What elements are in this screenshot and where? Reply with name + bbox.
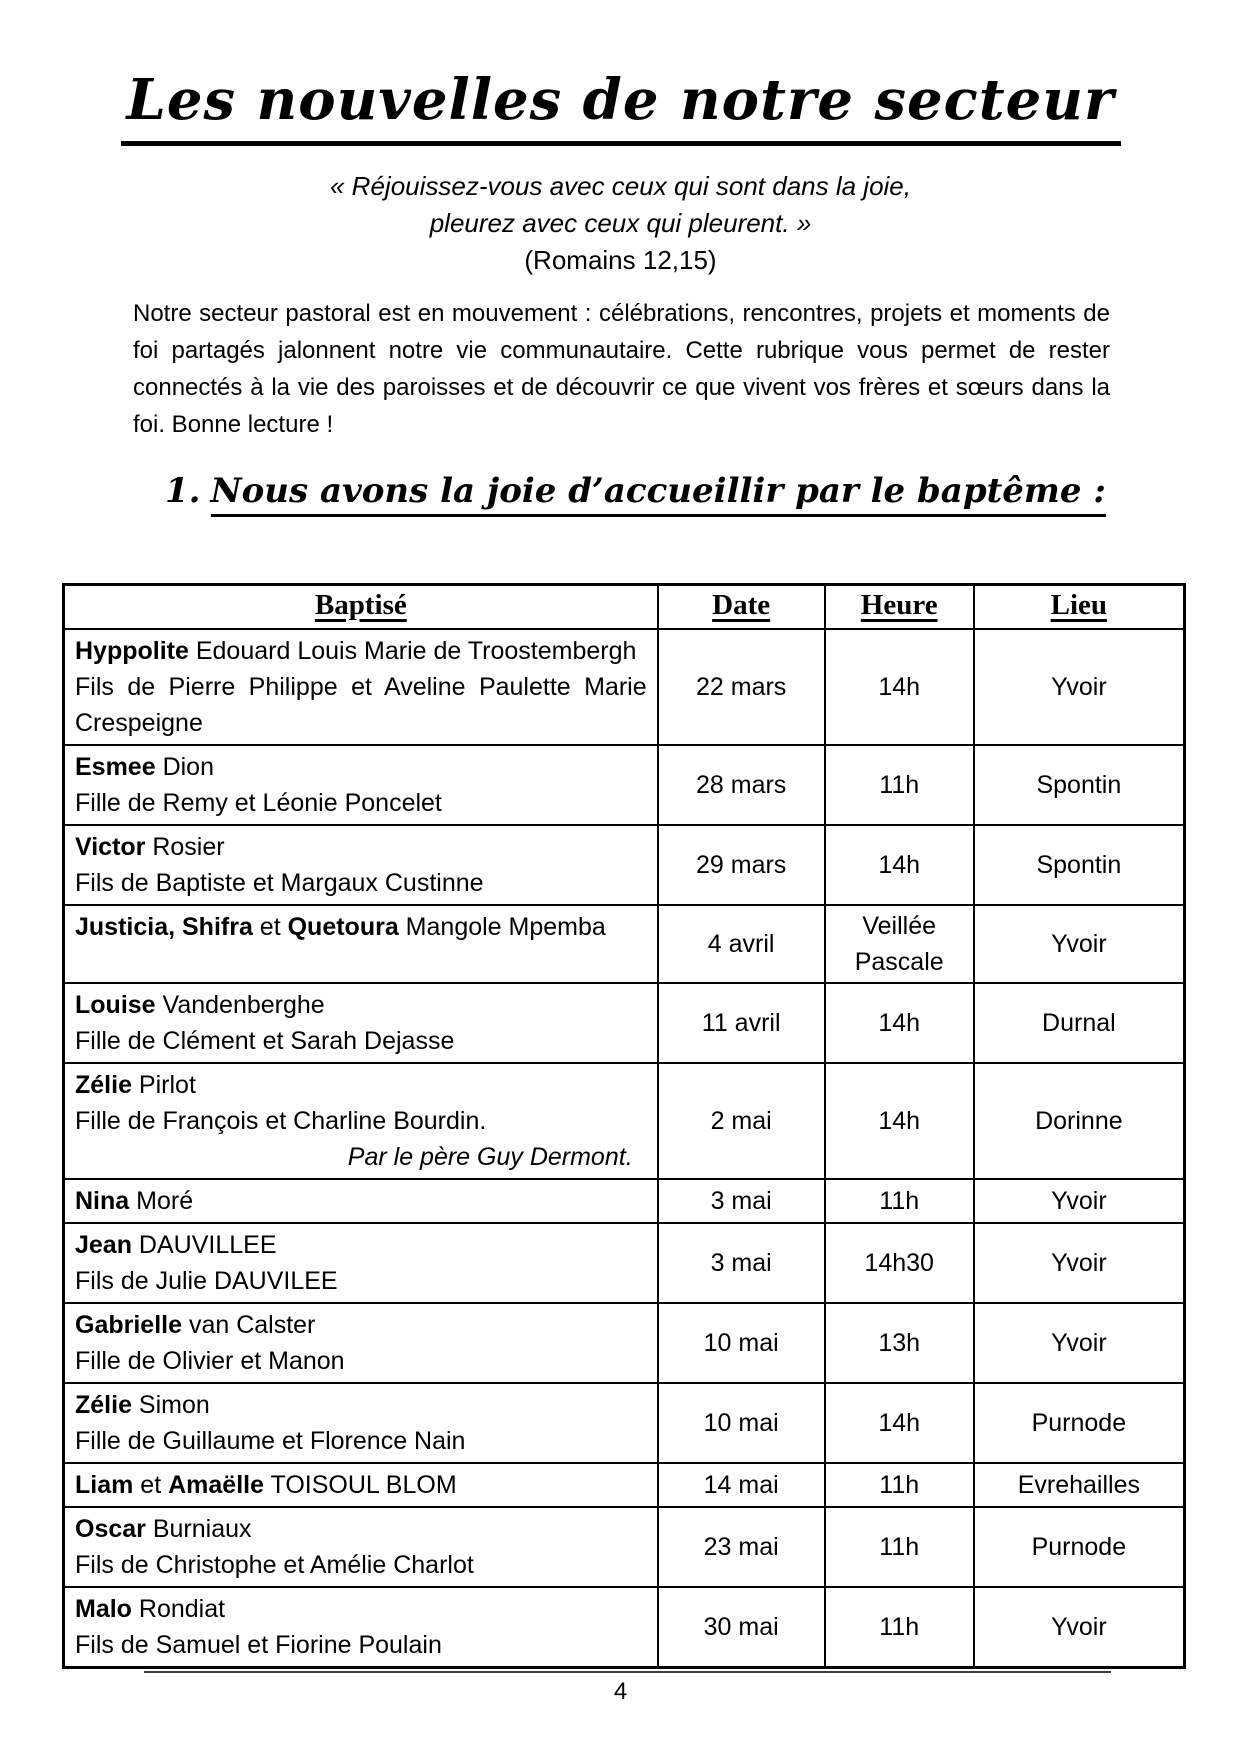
date-cell: 3 mai — [658, 1179, 825, 1223]
lieu-cell: Yvoir — [974, 905, 1185, 983]
name-text-run: Malo — [75, 1594, 132, 1623]
lieu-cell: Dorinne — [974, 1063, 1185, 1179]
table-row — [64, 905, 1185, 983]
header-date: Date — [658, 584, 825, 629]
date-cell: 11 avril — [658, 983, 825, 1063]
section-title: Nous avons la joie d’accueillir par le baptême : — [211, 471, 1106, 517]
name-line — [75, 1591, 647, 1627]
name-line — [75, 1511, 647, 1547]
name-line — [75, 1343, 647, 1379]
name-text-run: DAUVILLEE — [131, 1230, 277, 1259]
name-line — [75, 1547, 647, 1583]
footer-rule — [144, 1671, 1111, 1673]
name-text-run: et — [133, 1470, 169, 1499]
baptise-cell — [64, 1223, 658, 1303]
date-cell: 10 mai — [658, 1383, 825, 1463]
baptise-cell — [64, 905, 658, 983]
name-text-run: Fille de Remy et Léonie Poncelet — [75, 788, 442, 817]
heure-cell: 11h — [825, 1507, 974, 1587]
name-text-run: Fils de Pierre Philippe et Aveline Paulette Marie Crespeigne — [75, 672, 647, 737]
date-cell: 10 mai — [658, 1303, 825, 1383]
heure-cell: Veillée Pascale — [825, 905, 974, 983]
name-text-run: Justicia, Shifra — [75, 912, 253, 941]
name-line — [75, 1423, 647, 1459]
section-heading — [165, 469, 1241, 515]
date-cell: 14 mai — [658, 1463, 825, 1507]
name-line — [75, 749, 647, 785]
baptise-cell — [64, 1179, 658, 1223]
date-cell: 22 mars — [658, 629, 825, 745]
table-row — [64, 1303, 1185, 1383]
table-header-row — [64, 584, 1185, 629]
date-cell: 4 avril — [658, 905, 825, 983]
name-text-run: Pirlot — [131, 1070, 196, 1099]
name-text-run: Fille de Clément et Sarah Dejasse — [75, 1026, 455, 1055]
quote-line-1: « Réjouissez-vous avec ceux qui sont dans la joie, — [330, 170, 911, 201]
name-line — [75, 669, 647, 741]
name-text-run: Par le père Guy Dermont. — [347, 1142, 633, 1171]
name-text-run: Nina — [75, 1186, 130, 1215]
table-row — [64, 629, 1185, 745]
heure-cell: 14h30 — [825, 1223, 974, 1303]
baptism-table-body — [64, 629, 1185, 1668]
name-text-run: Simon — [131, 1390, 210, 1419]
name-text-run: Edouard Louis Marie de Troostembergh — [188, 636, 637, 665]
name-line — [75, 1139, 647, 1175]
name-line — [75, 1023, 647, 1059]
name-text-run: Zélie — [75, 1390, 132, 1419]
table-row — [64, 825, 1185, 905]
quote-reference: (Romains 12,15) — [524, 244, 717, 275]
name-text-run: Burniaux — [145, 1514, 252, 1543]
heure-cell: 11h — [825, 1587, 974, 1668]
baptise-cell — [64, 1507, 658, 1587]
date-cell: 2 mai — [658, 1063, 825, 1179]
name-text-run: TOISOUL BLOM — [264, 1470, 457, 1499]
name-line — [75, 1307, 647, 1343]
table-row — [64, 1063, 1185, 1179]
header-heure: Heure — [825, 584, 974, 629]
date-cell: 3 mai — [658, 1223, 825, 1303]
name-text-run: Jean — [75, 1230, 132, 1259]
name-line — [75, 1467, 647, 1503]
name-text-run: et — [252, 912, 288, 941]
intro-paragraph: Notre secteur pastoral est en mouvement : célébrations, rencontres, projets et moments de foi partagés jalonnent notre vie communautaire. Cette rubrique vous permet de rester connectés à la vie des paroisses et de découvrir ce que vivent vos frères et sœurs dans la foi. Bonne lecture ! — [133, 299, 1110, 438]
name-line — [75, 785, 647, 821]
name-text-run: Fille de François et Charline Bourdin. — [75, 1106, 487, 1135]
date-cell: 23 mai — [658, 1507, 825, 1587]
name-line — [75, 909, 647, 945]
page-number: 4 — [613, 1678, 628, 1705]
heure-cell: 14h — [825, 983, 974, 1063]
date-cell: 30 mai — [658, 1587, 825, 1668]
lieu-cell: Evrehailles — [974, 1463, 1185, 1507]
heure-cell: 14h — [825, 825, 974, 905]
name-text-run: Esmee — [75, 752, 156, 781]
lieu-cell: Yvoir — [974, 1179, 1185, 1223]
heure-cell: 11h — [825, 1179, 974, 1223]
title-wrap — [0, 0, 1241, 146]
table-row — [64, 1383, 1185, 1463]
name-line — [75, 865, 647, 901]
name-line — [75, 1227, 647, 1263]
name-text-run: Fils de Julie DAUVILEE — [75, 1266, 338, 1295]
heure-cell: 14h — [825, 629, 974, 745]
lieu-cell: Durnal — [974, 983, 1185, 1063]
name-line — [75, 1387, 647, 1423]
scripture-quote — [0, 168, 1241, 279]
name-text-run: Dion — [155, 752, 214, 781]
name-line — [75, 1263, 647, 1299]
name-text-run: Fille de Olivier et Manon — [75, 1346, 345, 1375]
table-row — [64, 1223, 1185, 1303]
baptise-cell — [64, 1303, 658, 1383]
lieu-cell: Purnode — [974, 1383, 1185, 1463]
baptise-cell — [64, 629, 658, 745]
quote-line-2: pleurez avec ceux qui pleurent. » — [429, 207, 812, 238]
name-line — [75, 987, 647, 1023]
name-text-run: Fils de Baptiste et Margaux Custinne — [75, 868, 484, 897]
table-row — [64, 1179, 1185, 1223]
name-text-run: Hyppolite — [75, 636, 189, 665]
baptise-cell — [64, 1383, 658, 1463]
name-text-run: Vandenberghe — [155, 990, 325, 1019]
name-text-run: Amaëlle — [168, 1470, 264, 1499]
heure-cell: 14h — [825, 1063, 974, 1179]
heure-cell: 11h — [825, 745, 974, 825]
section-number: 1. — [165, 470, 201, 511]
name-line — [75, 829, 647, 865]
name-text-run: Louise — [75, 990, 156, 1019]
name-text-run: Victor — [75, 832, 146, 861]
table-row — [64, 1463, 1185, 1507]
name-line — [75, 633, 647, 669]
lieu-cell: Spontin — [974, 745, 1185, 825]
name-text-run: Moré — [129, 1186, 194, 1215]
name-text-run: Rondiat — [131, 1594, 226, 1623]
header-lieu: Lieu — [974, 584, 1185, 629]
baptise-cell — [64, 1463, 658, 1507]
table-row — [64, 983, 1185, 1063]
lieu-cell: Yvoir — [974, 1223, 1185, 1303]
name-text-run: Mangole Mpemba — [398, 912, 606, 941]
header-baptise: Baptisé — [64, 584, 658, 629]
baptism-table — [62, 583, 1186, 1669]
name-text-run: Fille de Guillaume et Florence Nain — [75, 1426, 466, 1455]
name-text-run: Zélie — [75, 1070, 132, 1099]
name-text-run: van Calster — [182, 1310, 316, 1339]
baptise-cell — [64, 825, 658, 905]
name-text-run: Gabrielle — [75, 1310, 182, 1339]
name-text-run: Rosier — [145, 832, 225, 861]
name-text-run: Quetoura — [287, 912, 399, 941]
heure-cell: 13h — [825, 1303, 974, 1383]
page-title: Les nouvelles de notre secteur — [121, 64, 1121, 146]
name-text-run: Fils de Samuel et Fiorine Poulain — [75, 1630, 442, 1659]
lieu-cell: Yvoir — [974, 629, 1185, 745]
lieu-cell: Spontin — [974, 825, 1185, 905]
lieu-cell: Purnode — [974, 1507, 1185, 1587]
baptise-cell — [64, 983, 658, 1063]
date-cell: 28 mars — [658, 745, 825, 825]
table-row — [64, 1507, 1185, 1587]
name-line — [75, 1627, 647, 1663]
heure-cell: 14h — [825, 1383, 974, 1463]
lieu-cell: Yvoir — [974, 1587, 1185, 1668]
name-line — [75, 1183, 647, 1219]
table-row — [64, 1587, 1185, 1668]
name-text-run: Fils de Christophe et Amélie Charlot — [75, 1550, 474, 1579]
baptise-cell — [64, 745, 658, 825]
table-row — [64, 745, 1185, 825]
baptise-cell — [64, 1063, 658, 1179]
name-text-run: Oscar — [75, 1514, 146, 1543]
name-text-run: Liam — [75, 1470, 134, 1499]
date-cell: 29 mars — [658, 825, 825, 905]
lieu-cell: Yvoir — [974, 1303, 1185, 1383]
name-line — [75, 1103, 647, 1139]
baptise-cell — [64, 1587, 658, 1668]
heure-cell: 11h — [825, 1463, 974, 1507]
name-line — [75, 1067, 647, 1103]
